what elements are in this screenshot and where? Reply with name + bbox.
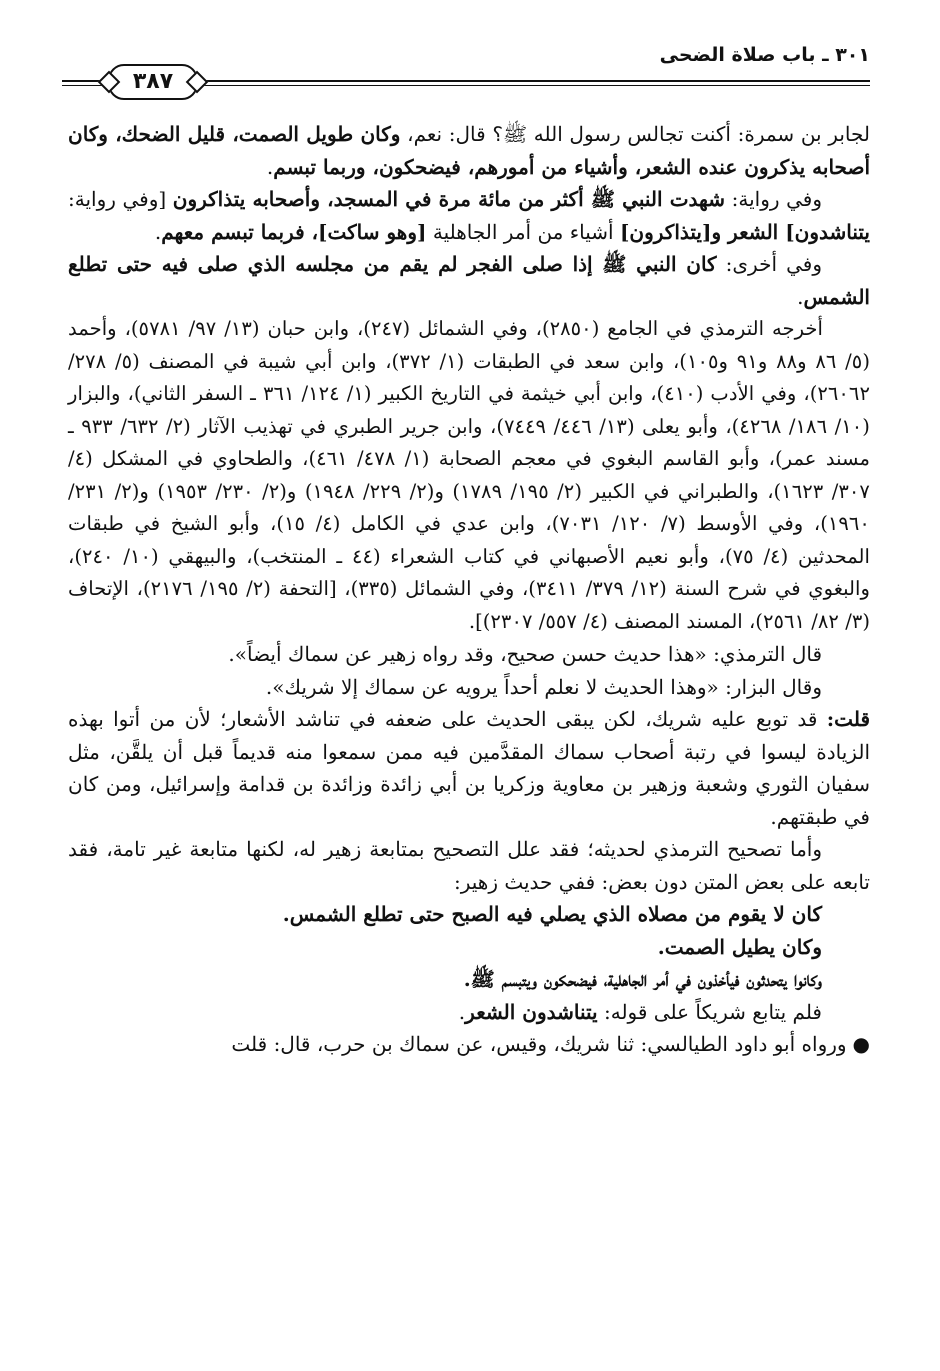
paragraph-ukhra: وفي أخرى: كان النبي ﷺ إذا صلى الفجر لم يقم من مجلسه الذي صلى فيه حتى تطلع الشمس. — [68, 252, 870, 309]
paragraph-bazzar: وقال البزار: «وهذا الحديث لا نعلم أحداً يرويه عن سماك إلا شريك». — [265, 674, 822, 699]
qultu-label: قلت: — [826, 707, 870, 731]
header-rule-right — [192, 80, 870, 86]
paragraph-hadith: لجابر بن سمرة: أكنت تجالس رسول الله ﷺ؟ قال: نعم، وكان طويل الصمت، قليل الضحك، وكان أصحابه يذكرون عنده الشعر، وأشياء من أمورهم، فيضحكون، وربما تبسم. — [68, 122, 870, 179]
quote-line-1: كان لا يقوم من مصلاه الذي يصلي فيه الصبح حتى تطلع الشمس. — [282, 902, 822, 926]
quote-line-3: وكانوا يتحدثون فيأخذون في أمر الجاهلية، فيضحكون ويتبسم ﷺ. — [463, 967, 822, 991]
quote-line-2: وكان يطيل الصمت. — [657, 934, 822, 959]
paragraph-lam-yutabi: فلم يتابع شريكاً على قوله: يتناشدون الشعر. — [458, 999, 822, 1024]
paragraph-riwaya: وفي رواية: شهدت النبي ﷺ أكثر من مائة مرة في المسجد، وأصحابه يتذاكرون [وفي رواية: يتناشدون] الشعر و[يتذاكرون] أشياء من أمر الجاهلية [وهو ساكت]، فربما تبسم معهم. — [68, 187, 870, 244]
running-title: ٣٠١ ـ باب صلاة الضحى — [659, 44, 870, 66]
paragraph-qultu: قلت: قد توبع عليه شريك، لكن يبقى الحديث على ضعفه في تناشد الأشعار؛ لأن من أتوا بهذه الزيادة ليسوا في رتبة أصحاب سماك المقدَّمين فيه ممن سمعوا منه قديماً قبل أن يلقَّن، مثل سفيان الثوري وشعبة وزهير بن معاوية وزكريا بن أبي زائدة وزائدة بن قدامة وإسرائيل، ومن كان في طبقتهم. — [68, 707, 870, 829]
hadith-text: وكان طويل الصمت، قليل الضحك، وكان أصحابه يذكرون عنده الشعر، وأشياء من أمورهم، فيضحكون، وربما تبسم — [68, 122, 870, 179]
page-number: ٣٨٧ — [108, 64, 198, 100]
hadith-intro: لجابر بن سمرة: أكنت تجالس رسول الله ﷺ؟ قال: نعم، — [400, 122, 870, 146]
bullet-icon: ● — [852, 1032, 870, 1056]
paragraph-tayalisi: ●ورواه أبو داود الطيالسي: ثنا شريك، وقيس، عن سماك بن حرب، قال: قلت — [68, 1028, 870, 1061]
paragraph-tashih: وأما تصحيح الترمذي لحديثه؛ فقد علل التصحيح بمتابعة زهير له، لكنها متابعة غير تامة، فقد تابعه على بعض المتن دون بعض: ففي حديث زهير: — [68, 837, 870, 894]
paragraph-tirmidhi: قال الترمذي: «هذا حديث حسن صحيح، وقد رواه زهير عن سماك أيضاً». — [228, 642, 822, 666]
page-header — [62, 44, 870, 104]
paragraph-takhrij: أخرجه الترمذي في الجامع (٢٨٥٠)، وفي الشمائل (٢٤٧)، وابن حبان (١٣/ ٩٧/ ٥٧٨١)، وأحمد (٥/ ٨٦ و٨٨ و٩١ و١٠٥)، وابن سعد في الطبقات (١/ ٣٧٢)، وابن أبي شيبة في المصنف (٥/ ٢٧٨/ ٢٦٠٦٢)، وفي الأدب (٤١٠)، وابن أبي خيثمة في التاريخ الكبير (١/ ١٢٤/ ٣٦١ ـ السفر الثاني)، والبزار (١٠/ ١٨٦/ ٤٢٦٨)، وأبو يعلى (١٣/ ٤٤٦/ ٧٤٤٩)، وابن جرير الطبري في تهذيب الآثار (٢/ ٦٣٢/ ٩٣٣ ـ مسند عمر)، وأبو القاسم البغوي في معجم الصحابة (١/ ٤٧٨/ ٤٦١)، والطحاوي في المشكل (٤/ ٣٠٧/ ١٦٢٣)، والطبراني في الكبير (٢/ ١٩٥/ ١٧٨٩) و(٢/ ٢٢٩/ ١٩٤٨) و(٢/ ٢٣٠/ ١٩٥٣) و(٢/ ٢٣١/ ١٩٦٠)، وفي الأوسط (٧/ ١٢٠/ ٧٠٣١)، وابن عدي في الكامل (٤/ ١٥)، وأبو الشيخ في طبقات المحدثين (٤/ ٧٥)، وأبو نعيم الأصبهاني في كتاب الشعراء (٤٤ ـ المنتخب)، والبيهقي (١٠/ ٢٤٠)، والبغوي في شرح السنة (١٢/ ٣٧٩/ ٣٤١١)، وفي الشمائل (٣٣٥)، [التحفة (٢/ ١٩٥/ ٢١٧٦)، الإتحاف (٣/ ٨٢/ ٢٥٦١)، المسند المصنف (٤/ ٥٥٧/ ٢٣٠٧)]. — [68, 317, 870, 633]
page-body — [68, 118, 870, 1061]
